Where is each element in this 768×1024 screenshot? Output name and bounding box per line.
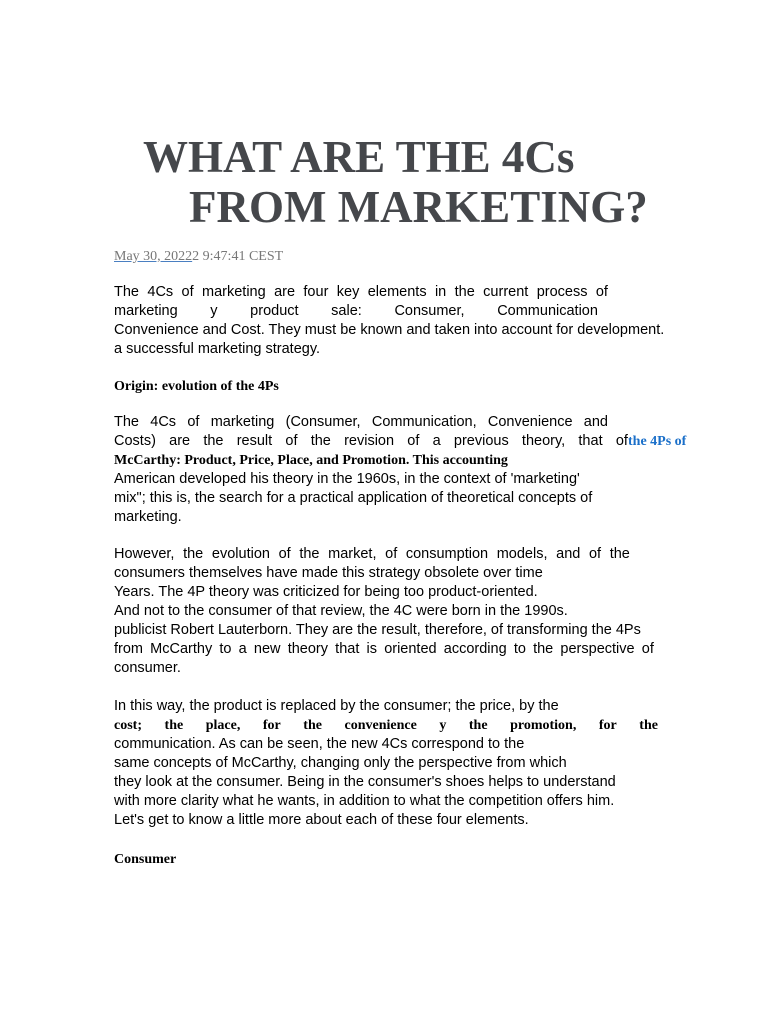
word: However,	[114, 546, 175, 562]
word: according	[443, 641, 507, 657]
word: process	[536, 284, 588, 300]
word: The	[114, 414, 139, 430]
word: the	[310, 433, 331, 449]
word: The	[114, 284, 139, 300]
word: Convenience	[487, 414, 573, 430]
word: of	[181, 284, 194, 300]
paragraph-line: And not to the consumer of that review, the 4C were born in the 1990s.	[114, 603, 568, 619]
section-heading-origin: Origin: evolution of the 4Ps	[114, 379, 279, 394]
word: for	[262, 718, 281, 733]
title-line: WHAT ARE THE 4Cs	[143, 132, 575, 182]
paragraph-line: communication. As can be seen, the new 4Cs correspond to the	[114, 736, 525, 752]
word: of	[641, 641, 654, 657]
paragraph-line: marketing.	[114, 509, 182, 525]
word: are	[169, 433, 191, 449]
word: new	[253, 641, 281, 657]
paragraph-line: Convenience and Cost. They must be known and taken into account for development.	[114, 322, 665, 338]
word: cost;	[114, 718, 142, 733]
word: of	[588, 546, 602, 562]
word: a	[238, 641, 247, 657]
paragraph-line-words	[114, 432, 628, 451]
paragraph-line: they look at the consumer. Being in the consumer's shoes helps to understand	[114, 774, 616, 790]
word: revision	[344, 433, 395, 449]
word: Consumer,	[394, 303, 465, 319]
word: models,	[496, 546, 548, 562]
word: to	[513, 641, 526, 657]
word: theory	[287, 641, 328, 657]
word: y	[210, 303, 218, 319]
word: elements	[367, 284, 427, 300]
word: the	[303, 718, 322, 733]
paragraph-line	[114, 640, 654, 659]
word: of	[615, 433, 628, 449]
word: that	[335, 641, 360, 657]
word: from	[114, 641, 143, 657]
word: is	[366, 641, 378, 657]
paragraph-line	[114, 283, 608, 302]
word: oriented	[384, 641, 437, 657]
word: of	[385, 546, 398, 562]
paragraph-line: American developed his theory in the 1960s, in the context of 'marketing'	[114, 471, 580, 487]
word: previous	[453, 433, 509, 449]
word: current	[483, 284, 529, 300]
article-title	[0, 132, 768, 232]
word: consumption	[405, 546, 489, 562]
word: theory,	[521, 433, 566, 449]
paragraph-line: consumer.	[114, 660, 181, 676]
paragraph-line	[114, 545, 630, 564]
paragraph-line: publicist Robert Lauterborn. They are the result, therefore, of transforming the 4Ps	[114, 622, 641, 638]
word: key	[336, 284, 360, 300]
word: the	[299, 546, 320, 562]
word: for	[598, 718, 617, 733]
word: the	[203, 433, 224, 449]
word: sale:	[331, 303, 362, 319]
word: the	[639, 718, 658, 733]
word: product	[250, 303, 299, 319]
paragraph-line	[114, 716, 658, 735]
word: Communication,	[371, 414, 477, 430]
paragraph-line: Let's get to know a little more about each of these four elements.	[114, 812, 529, 828]
section-heading-consumer: Consumer	[114, 852, 177, 867]
word: evolution	[211, 546, 270, 562]
publish-time: 2 9:47:41 CEST	[192, 249, 284, 264]
word: (Consumer,	[285, 414, 361, 430]
word: are	[274, 284, 296, 300]
word: perspective	[560, 641, 635, 657]
word: marketing	[114, 303, 178, 319]
word: the	[609, 546, 630, 562]
word: promotion,	[510, 718, 577, 733]
word: four	[303, 284, 329, 300]
word: the	[164, 718, 184, 733]
paragraph-line: with more clarity what he wants, in addition to what the competition offers him.	[114, 793, 615, 809]
title-line: FROM MARKETING?	[189, 182, 648, 232]
word: of	[278, 546, 291, 562]
paragraph-line	[114, 413, 608, 432]
word: Costs)	[114, 433, 156, 449]
word: the	[454, 284, 475, 300]
word: of	[595, 284, 608, 300]
paragraph-line	[114, 302, 598, 321]
word: marketing	[202, 284, 266, 300]
paragraph-line: same concepts of McCarthy, changing only the perspective from which	[114, 755, 567, 771]
paragraph-line: mix"; this is, the search for a practical application of theoretical concepts of	[114, 490, 593, 506]
word: McCarthy	[150, 641, 213, 657]
word: 4Cs	[150, 414, 177, 430]
word: Communication	[497, 303, 598, 319]
word: market,	[328, 546, 377, 562]
word: that	[578, 433, 603, 449]
publish-date	[114, 249, 283, 265]
word: and	[556, 546, 581, 562]
paragraph-line: a successful marketing strategy.	[114, 341, 321, 357]
word: of	[285, 433, 298, 449]
word: the	[183, 546, 204, 562]
paragraph-line: In this way, the product is replaced by the consumer; the price, by the	[114, 698, 559, 714]
word: in	[434, 284, 447, 300]
word: 4Cs	[147, 284, 174, 300]
4ps-link[interactable]: the 4Ps of	[628, 434, 687, 449]
date-link[interactable]: May 30, 2022	[114, 249, 193, 264]
word: y	[439, 718, 447, 733]
word: the	[533, 641, 554, 657]
word: marketing	[210, 414, 275, 430]
word: the	[468, 718, 488, 733]
word: place,	[205, 718, 241, 733]
paragraph-line: McCarthy: Product, Price, Place, and Promotion. This accounting	[114, 453, 508, 468]
paragraph-line	[114, 432, 686, 451]
paragraph-line: consumers themselves have made this strategy obsolete over time	[114, 565, 543, 581]
word: convenience	[344, 718, 417, 733]
word: of	[187, 414, 200, 430]
word: result	[236, 433, 273, 449]
paragraph-line: Years. The 4P theory was criticized for being too product-oriented.	[114, 584, 538, 600]
word: and	[583, 414, 608, 430]
word: a	[432, 433, 441, 449]
word: to	[219, 641, 232, 657]
word: of	[407, 433, 420, 449]
